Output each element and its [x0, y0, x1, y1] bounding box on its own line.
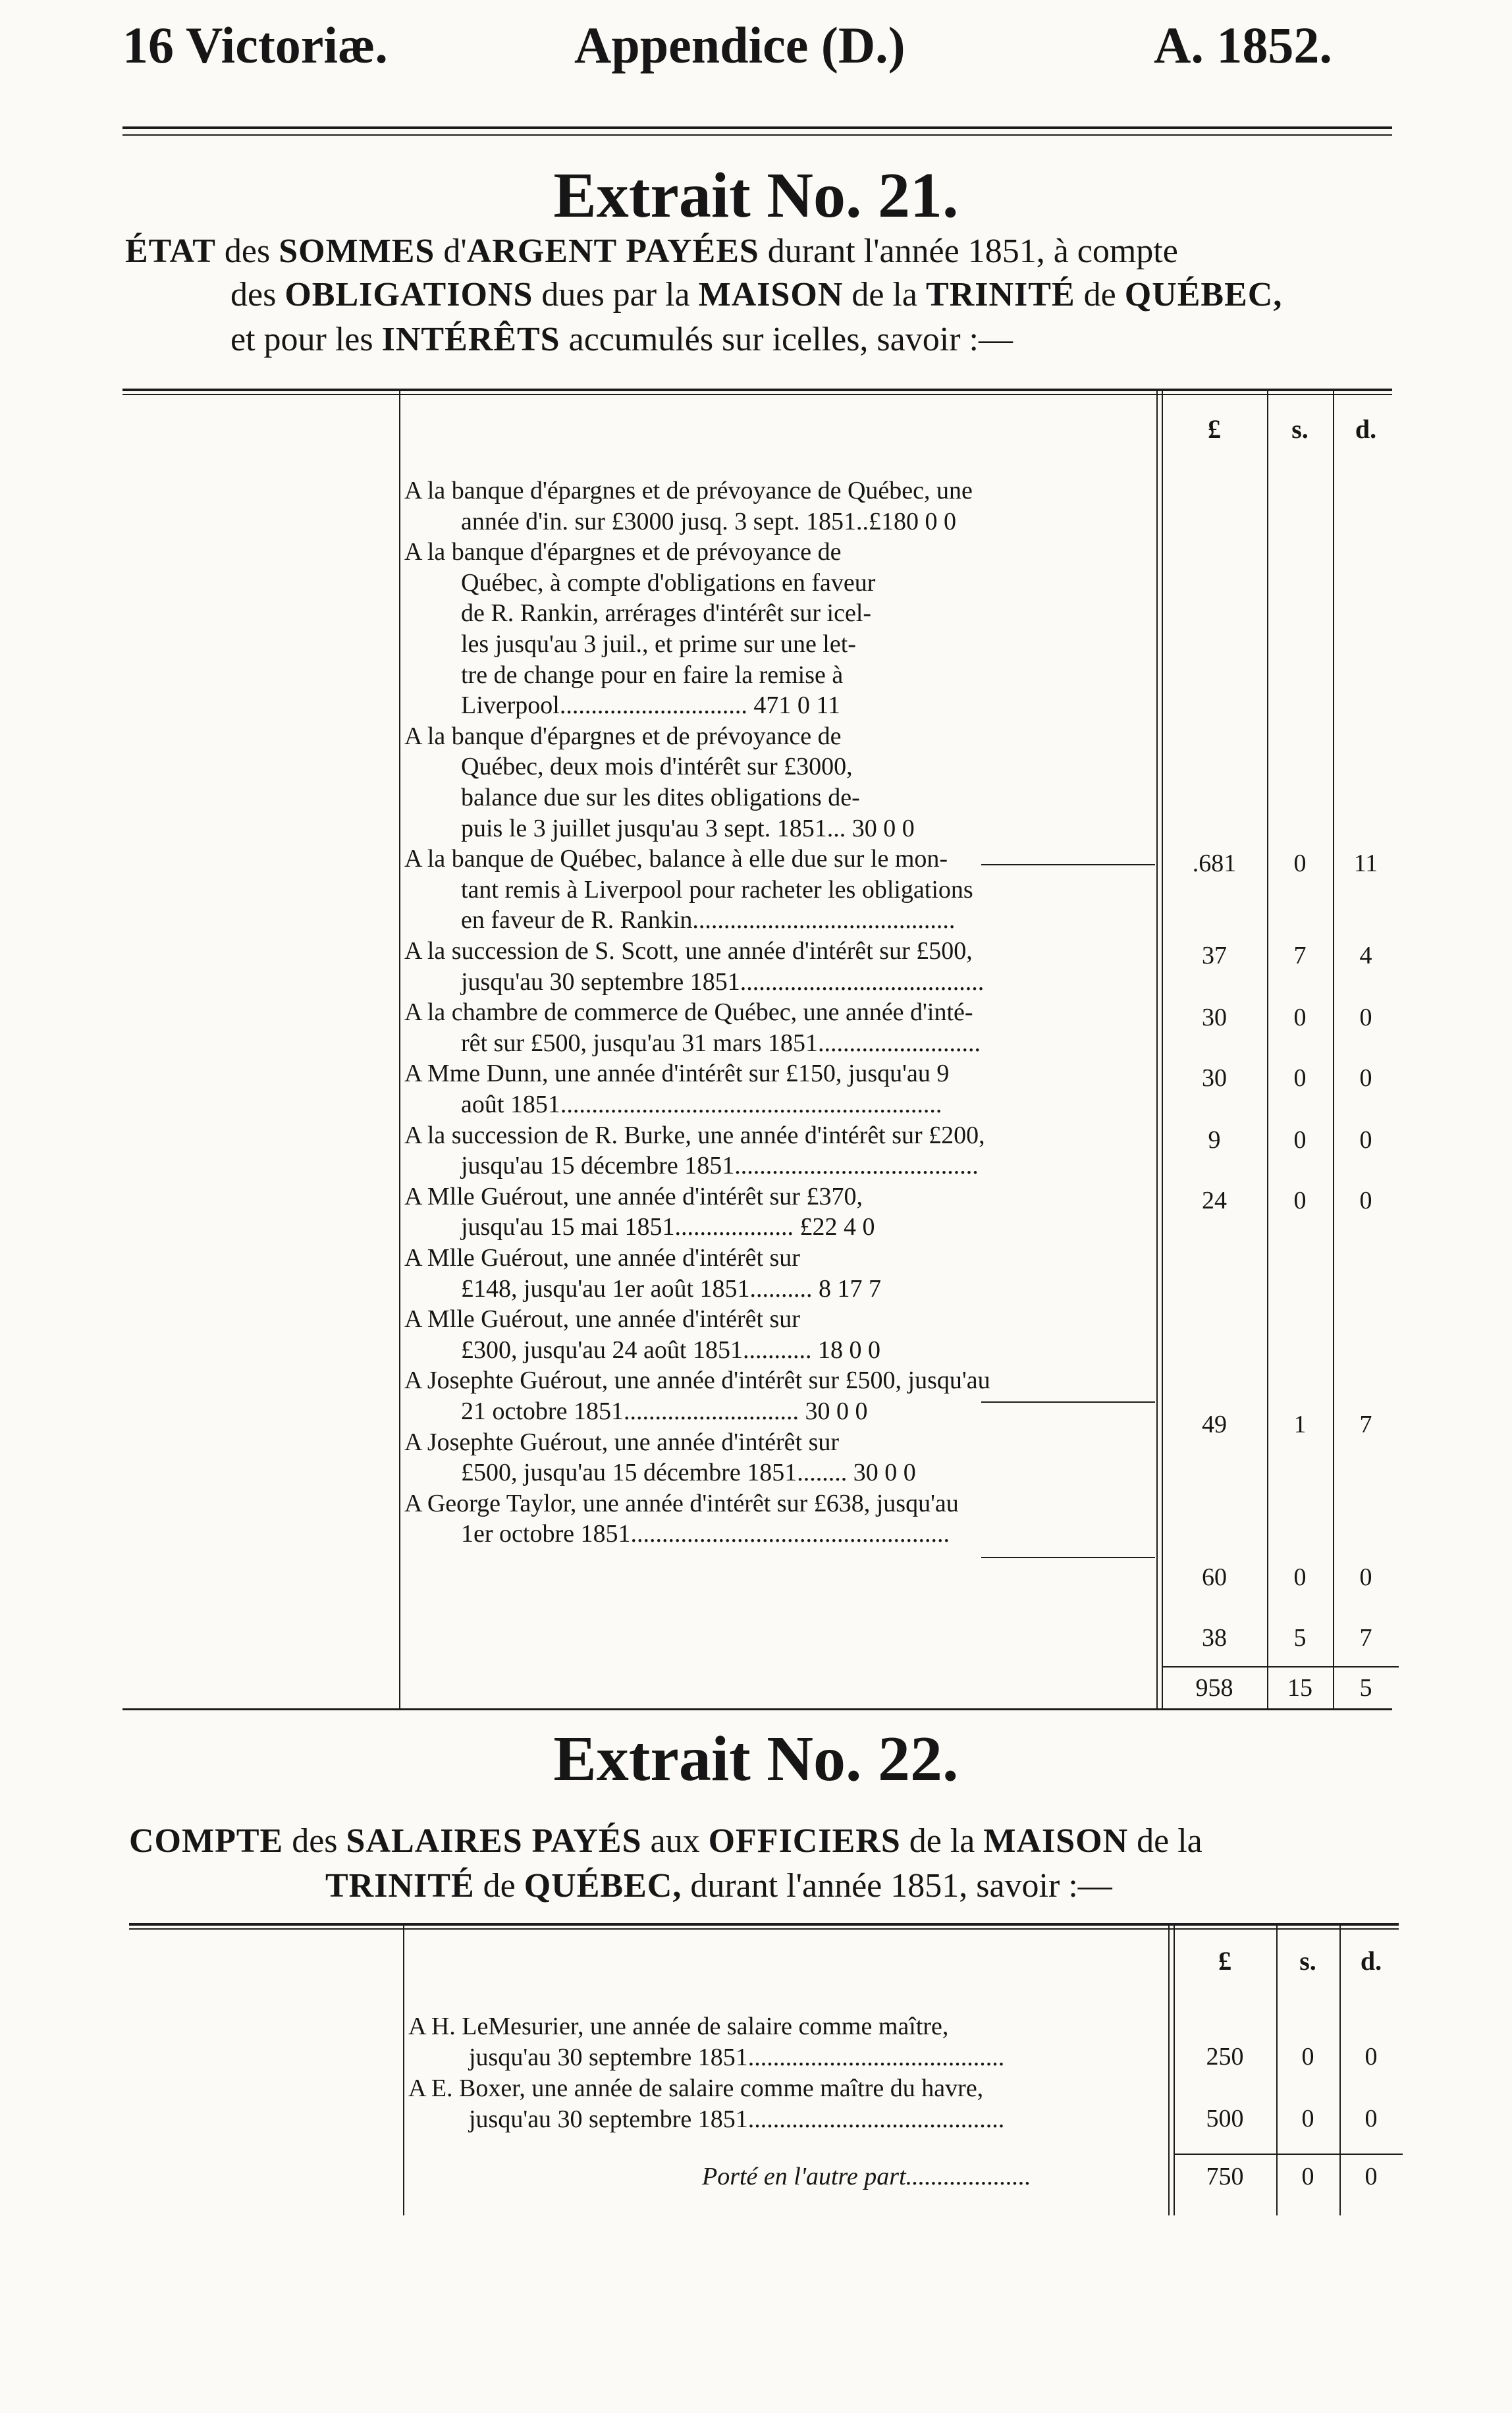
table-21-top-rule — [122, 389, 1392, 391]
amount-pounds: 9 — [1208, 1126, 1221, 1154]
entry-line: A Mlle Guérout, une année d'intérêt sur — [404, 1244, 800, 1272]
entry-line: les jusqu'au 3 juil., et prime sur une let- — [461, 630, 856, 658]
entry-line: tre de change pour en faire la remise à — [461, 661, 844, 689]
amount-shillings: 0 — [1293, 1004, 1307, 1031]
subtotal-rule-3 — [981, 1557, 1155, 1558]
table-21-divider-s — [1267, 391, 1268, 1708]
table-22-left-border — [403, 1926, 404, 2215]
entry-line: année d'in. sur £3000 jusq. 3 sept. 1851..£180 0 0 — [461, 507, 957, 535]
col22-shillings-header: s. — [1299, 1946, 1316, 1976]
amount-shillings: 5 — [1293, 1624, 1307, 1652]
entry-line: puis le 3 juillet jusqu'au 3 sept. 1851... 30 0 0 — [461, 814, 915, 842]
intro-fragment: QUÉBEC, — [524, 1867, 682, 1905]
entry-line: £500, jusqu'au 15 décembre 1851........ 30 0 0 — [461, 1459, 916, 1487]
carried-pounds: 750 — [1206, 2163, 1244, 2190]
amount-pence: 0 — [1364, 2105, 1378, 2132]
intro-fragment: OFFICIERS — [708, 1822, 901, 1860]
entry-line: jusqu'au 15 décembre 1851....................................... — [461, 1152, 979, 1180]
entry-line: Québec, deux mois d'intérêt sur £3000, — [461, 753, 853, 781]
table-22-top-rule — [129, 1923, 1399, 1926]
table-21-left-border — [399, 391, 400, 1708]
intro-fragment: COMPTE — [129, 1822, 284, 1860]
entry-line: A la succession de S. Scott, une année d'intérêt sur £500, — [404, 937, 973, 965]
amount-pounds: 60 — [1202, 1563, 1227, 1591]
intro-line — [325, 1869, 1112, 1903]
table-21-divider-a — [1156, 391, 1158, 1708]
entry-line: jusqu'au 15 mai 1851................... £22 4 0 — [461, 1213, 875, 1241]
entry-line: A Josephte Guérout, une année d'intérêt sur — [404, 1428, 840, 1456]
entry-line: A la banque d'épargnes et de prévoyance de — [404, 722, 842, 750]
carried-shillings: 0 — [1301, 2163, 1314, 2190]
amount-pence: 0 — [1359, 1004, 1372, 1031]
entry-line: 21 octobre 1851............................ 30 0 0 — [461, 1397, 868, 1425]
intro-fragment: d' — [435, 232, 467, 270]
amount-pounds: 24 — [1202, 1187, 1227, 1214]
amount-pounds: 38 — [1202, 1624, 1227, 1652]
intro-fragment: durant l'année 1851, à compte — [759, 232, 1178, 270]
entry-line: A la banque d'épargnes et de prévoyance de — [404, 538, 842, 566]
entry-line: août 1851............................................................. — [461, 1091, 942, 1118]
amount-pence: 11 — [1353, 850, 1378, 877]
total-pence: 5 — [1359, 1674, 1372, 1702]
entry-line: £300, jusqu'au 24 août 1851........... 18 0 0 — [461, 1336, 880, 1364]
amount-shillings: 0 — [1293, 850, 1307, 877]
entry-line: A Mme Dunn, une année d'intérêt sur £150, jusqu'au 9 — [404, 1060, 950, 1088]
amount-pence: 0 — [1364, 2043, 1378, 2071]
carried-label: Porté en l'autre part.................... — [702, 2163, 1031, 2190]
amount-pence: 4 — [1359, 942, 1372, 969]
intro-fragment: MAISON — [983, 1822, 1129, 1860]
header-left: 16 Victoriæ. — [122, 16, 388, 74]
intro-fragment: des — [215, 232, 279, 270]
entry-line: A la banque de Québec, balance à elle due sur le mon- — [404, 845, 948, 873]
subtotal-rule-1 — [981, 864, 1155, 865]
amount-pounds: 37 — [1202, 942, 1227, 969]
intro-fragment: QUÉBEC, — [1124, 276, 1283, 313]
total-pounds: 958 — [1195, 1674, 1233, 1702]
entry-line: de R. Rankin, arrérages d'intérêt sur icel- — [461, 599, 872, 628]
entry-line: A Josephte Guérout, une année d'intérêt sur £500, jusqu'au — [404, 1367, 990, 1395]
intro-fragment: TRINITÉ — [926, 276, 1075, 313]
amount-shillings: 0 — [1293, 1187, 1307, 1214]
intro-fragment: SALAIRES PAYÉS — [346, 1822, 642, 1860]
amount-pounds: .681 — [1192, 850, 1237, 877]
col-pounds-header: £ — [1208, 414, 1221, 444]
intro-line — [230, 278, 1282, 312]
intro-fragment: TRINITÉ — [325, 1867, 475, 1905]
carried-rule — [1174, 2154, 1403, 2155]
table-21-top-rule-2 — [122, 394, 1392, 395]
entry-line: £148, jusqu'au 1er août 1851.......... 8 17 7 — [461, 1274, 882, 1303]
amount-pounds: 500 — [1206, 2105, 1244, 2132]
header-center: Appendice (D.) — [574, 16, 905, 74]
intro-fragment: ARGENT PAYÉES — [466, 232, 759, 270]
entry-line: 1er octobre 1851................................................... — [461, 1520, 950, 1548]
intro-fragment: ÉTAT — [125, 232, 216, 270]
entry-line: jusqu'au 30 septembre 1851......................................... — [469, 2105, 1005, 2133]
amount-pence: 0 — [1359, 1563, 1372, 1591]
entry-line: A Mlle Guérout, une année d'intérêt sur £370, — [404, 1182, 863, 1210]
col22-pence-header: d. — [1360, 1946, 1382, 1976]
amount-shillings: 1 — [1293, 1411, 1307, 1438]
entry-line: A George Taylor, une année d'intérêt sur £638, jusqu'au — [404, 1489, 959, 1517]
col-pence-header: d. — [1355, 414, 1377, 444]
header-right: A. 1852. — [1154, 16, 1332, 74]
intro-fragment: INTÉRÊTS — [381, 321, 560, 358]
table-21-divider-b — [1162, 391, 1163, 1708]
amount-pounds: 49 — [1202, 1411, 1227, 1438]
intro-fragment: SOMMES — [279, 232, 435, 270]
amount-pounds: 30 — [1202, 1004, 1227, 1031]
amount-shillings: 0 — [1293, 1563, 1307, 1591]
amount-pence: 0 — [1359, 1126, 1372, 1154]
intro-fragment: de la — [843, 276, 927, 313]
carried-pence: 0 — [1364, 2163, 1378, 2190]
intro-line — [230, 323, 1013, 357]
entry-line: A H. LeMesurier, une année de salaire comme maître, — [408, 2013, 949, 2040]
intro-line — [125, 234, 1178, 269]
intro-fragment: et pour les — [230, 321, 382, 358]
intro-fragment: durant l'année 1851, savoir :— — [682, 1867, 1112, 1905]
intro-fragment: de — [1075, 276, 1125, 313]
entry-line: jusqu'au 30 septembre 1851......................................... — [469, 2044, 1005, 2071]
intro-fragment: des — [283, 1822, 346, 1860]
table-22-divider-a — [1168, 1926, 1170, 2215]
col-shillings-header: s. — [1291, 414, 1309, 444]
amount-shillings: 0 — [1293, 1126, 1307, 1154]
entry-line: tant remis à Liverpool pour racheter les obligations — [461, 875, 973, 904]
amount-pounds: 250 — [1206, 2043, 1244, 2071]
intro-fragment: accumulés sur icelles, savoir :— — [560, 321, 1013, 358]
extrait-22-title: Extrait No. 22. — [553, 1723, 959, 1795]
intro-fragment: de la — [1128, 1822, 1202, 1860]
table-22-top-rule-2 — [129, 1928, 1399, 1930]
intro-fragment: MAISON — [698, 276, 844, 313]
entry-line: A la succession de R. Burke, une année d'intérêt sur £200, — [404, 1121, 985, 1149]
intro-fragment: de la — [900, 1822, 984, 1860]
entry-line: balance due sur les dites obligations de- — [461, 784, 860, 811]
amount-pounds: 30 — [1202, 1064, 1227, 1092]
intro-fragment: aux — [641, 1822, 709, 1860]
entry-line: en faveur de R. Rankin.......................................... — [461, 906, 956, 935]
entry-line: A Mlle Guérout, une année d'intérêt sur — [404, 1305, 800, 1334]
header-rule-2 — [122, 134, 1392, 136]
amount-shillings: 0 — [1301, 2043, 1314, 2071]
amount-shillings: 0 — [1301, 2105, 1314, 2132]
amount-pence: 0 — [1359, 1064, 1372, 1092]
amount-pence: 7 — [1359, 1411, 1372, 1438]
entry-line: jusqu'au 30 septembre 1851....................................... — [461, 967, 985, 996]
col22-pounds-header: £ — [1218, 1946, 1231, 1976]
intro-fragment: dues par la — [533, 276, 699, 313]
total-shillings: 15 — [1287, 1674, 1312, 1702]
extrait-21-title: Extrait No. 21. — [553, 160, 959, 231]
total-rule — [1162, 1666, 1399, 1667]
amount-shillings: 0 — [1293, 1064, 1307, 1092]
entry-line: Liverpool.............................. 471 0 11 — [461, 691, 840, 720]
intro-fragment: de — [474, 1867, 524, 1905]
amount-pence: 7 — [1359, 1624, 1372, 1652]
header-rule-1 — [122, 126, 1392, 129]
entry-line: A E. Boxer, une année de salaire comme maître du havre, — [408, 2074, 984, 2102]
intro-fragment: OBLIGATIONS — [284, 276, 533, 313]
amount-pence: 0 — [1359, 1187, 1372, 1214]
table-21-divider-d — [1333, 391, 1334, 1708]
entry-line: Québec, à compte d'obligations en faveur — [461, 568, 876, 597]
entry-line: rêt sur £500, jusqu'au 31 mars 1851.......................... — [461, 1029, 981, 1057]
entry-line: A la banque d'épargnes et de prévoyance de Québec, une — [404, 477, 973, 504]
table-21-bottom-rule — [122, 1708, 1392, 1710]
intro-line — [129, 1824, 1202, 1858]
amount-shillings: 7 — [1293, 942, 1307, 969]
subtotal-rule-2 — [981, 1401, 1155, 1403]
entry-line: A la chambre de commerce de Québec, une année d'inté- — [404, 998, 973, 1027]
intro-fragment: des — [230, 276, 285, 313]
